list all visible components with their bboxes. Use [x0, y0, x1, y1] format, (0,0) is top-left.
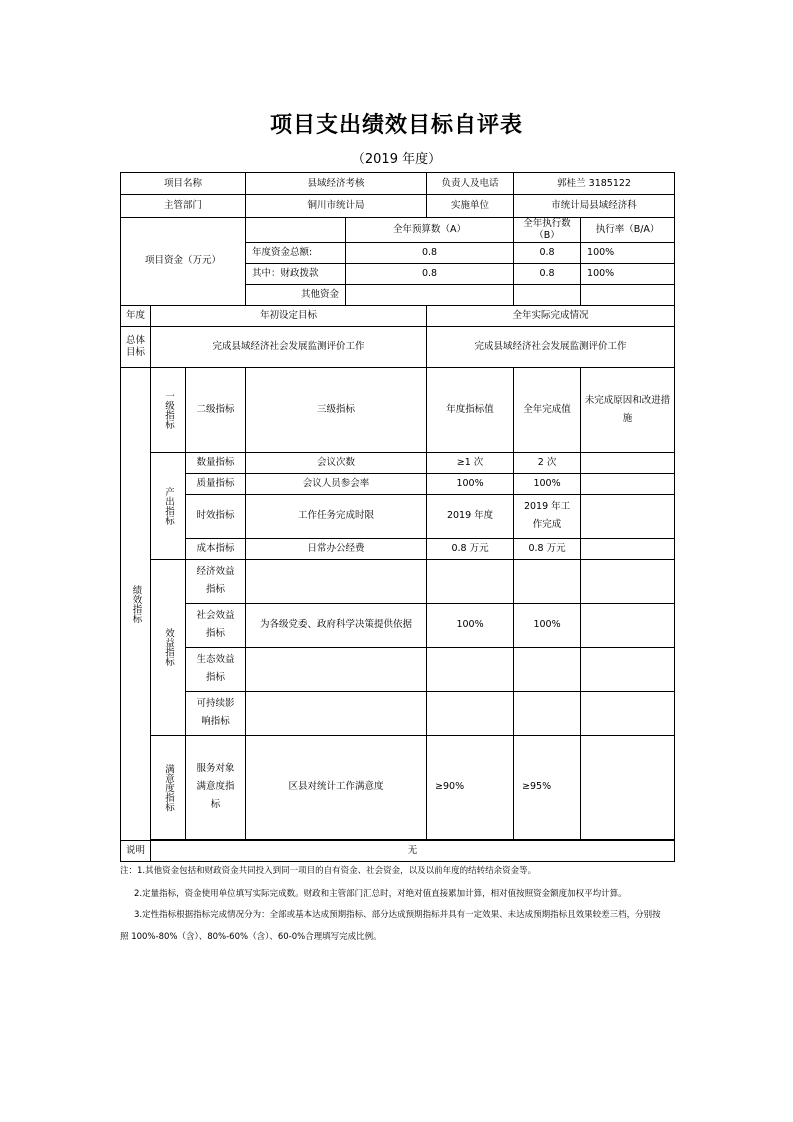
contact-value: 郭桂兰 3185122 — [514, 173, 675, 195]
dept-row — [121, 195, 675, 218]
funds-row-label: 年度资金总额: — [246, 242, 346, 263]
funds-col-budget: 全年预算数（A） — [346, 218, 514, 243]
header-level2: 二级指标 — [186, 367, 246, 452]
funds-row-label: 其他资金 — [246, 284, 346, 305]
indicator-l2: 可持续影响指标 — [186, 691, 246, 735]
remark-label: 说明 — [121, 840, 151, 861]
funds-row-budget: 0.8 — [346, 263, 514, 284]
project-name-value: 县域经济考核 — [246, 173, 427, 195]
goals-actual: 完成县域经济社会发展监测评价工作 — [427, 326, 675, 367]
project-name-row — [121, 173, 675, 195]
indicator-l2: 时效指标 — [186, 494, 246, 538]
remark-row — [121, 840, 675, 861]
indicator-row — [121, 603, 675, 647]
indicator-done: 0.8 万元 — [514, 538, 581, 559]
note-1: 注：1.其他资金包括和财政资金共同投入到同一项目的自有资金、社会资金，以及以前年度的结转结余资金等。 — [120, 866, 537, 876]
impl-label: 实施单位 — [427, 195, 514, 218]
funds-row-budget: 0.8 — [346, 242, 514, 263]
indicator-l3: 会议人员参会率 — [246, 473, 427, 494]
note-2: 2.定量指标，资金使用单位填写实际完成数。财政和主管部门汇总时，对绝对值直接累加计算，相对值按照资金额度加权平均计算。 — [134, 889, 627, 899]
funds-row-budget — [346, 284, 514, 305]
indicator-row — [121, 473, 675, 494]
funds-row-exec — [514, 284, 581, 305]
indicator-reason — [581, 559, 675, 603]
indicator-reason — [581, 538, 675, 559]
header-level3: 三级指标 — [246, 367, 427, 452]
funds-row-exec: 0.8 — [514, 242, 581, 263]
indicator-target: ≥90% — [427, 735, 514, 839]
indicator-reason — [581, 647, 675, 691]
indicator-l3: 会议次数 — [246, 452, 427, 473]
indicator-row — [121, 452, 675, 473]
indicator-target: 2019 年度 — [427, 494, 514, 538]
goals-side-label-1: 年度 — [121, 305, 151, 326]
indicator-done: 2 次 — [514, 452, 581, 473]
impl-value: 市统计局县域经济科 — [514, 195, 675, 218]
funds-row-rate: 100% — [581, 263, 675, 284]
indicator-row — [121, 559, 675, 603]
indicator-done — [514, 559, 581, 603]
header-done: 全年完成值 — [514, 367, 581, 452]
indicator-reason — [581, 691, 675, 735]
funds-row-exec: 0.8 — [514, 263, 581, 284]
indicator-l2: 经济效益指标 — [186, 559, 246, 603]
header-reason: 未完成原因和改进措施 — [581, 367, 675, 452]
self-evaluation-table — [120, 172, 675, 862]
indicator-done: 100% — [514, 603, 581, 647]
funds-label: 项目资金（万元） — [121, 218, 246, 306]
indicator-reason — [581, 452, 675, 473]
indicator-row — [121, 538, 675, 559]
satisfaction-label: 满意度指标 — [151, 735, 186, 839]
indicator-l3: 日常办公经费 — [246, 538, 427, 559]
indicator-l2: 质量指标 — [186, 473, 246, 494]
funds-header-row — [121, 218, 675, 243]
dept-label: 主管部门 — [121, 195, 246, 218]
contact-label: 负责人及电话 — [427, 173, 514, 195]
indicator-reason — [581, 735, 675, 839]
indicator-reason — [581, 494, 675, 538]
goals-planned-header: 年初设定目标 — [151, 305, 427, 326]
indicator-target — [427, 559, 514, 603]
dept-value: 铜川市统计局 — [246, 195, 427, 218]
project-name-label: 项目名称 — [121, 173, 246, 195]
indicator-l3 — [246, 559, 427, 603]
indicators-side-label: 绩效指标 — [121, 367, 151, 840]
indicator-done: 100% — [514, 473, 581, 494]
indicator-row — [121, 494, 675, 538]
indicator-l2: 数量指标 — [186, 452, 246, 473]
indicator-target — [427, 647, 514, 691]
indicator-l2: 社会效益指标 — [186, 603, 246, 647]
indicator-reason — [581, 603, 675, 647]
indicator-row — [121, 647, 675, 691]
header-level1: 一级指标 — [151, 367, 186, 452]
indicator-l3: 工作任务完成时限 — [246, 494, 427, 538]
indicator-header-row — [121, 367, 675, 452]
remark-value: 无 — [151, 840, 675, 861]
goals-planned: 完成县域经济社会发展监测评价工作 — [151, 326, 427, 367]
funds-row-label: 其中：财政拨款 — [246, 263, 346, 284]
page-subtitle: （2019 年度） — [351, 152, 442, 167]
indicator-target — [427, 691, 514, 735]
page-title: 项目支出绩效目标自评表 — [269, 113, 523, 138]
goals-content-row — [121, 326, 675, 367]
header-target: 年度指标值 — [427, 367, 514, 452]
indicator-target: 100% — [427, 603, 514, 647]
indicator-l2: 服务对象满意度指标 — [186, 735, 246, 839]
indicator-done: 2019 年工作完成 — [514, 494, 581, 538]
indicator-target: 100% — [427, 473, 514, 494]
output-label: 产出指标 — [151, 452, 186, 559]
indicator-l2: 成本指标 — [186, 538, 246, 559]
funds-header-blank — [246, 218, 346, 243]
goals-side-label: 总体 目标 — [121, 326, 151, 367]
funds-row-rate — [581, 284, 675, 305]
indicator-l3 — [246, 691, 427, 735]
funds-row-rate: 100% — [581, 242, 675, 263]
indicator-target: ≥1 次 — [427, 452, 514, 473]
indicator-l3: 为各级党委、政府科学决策提供依据 — [246, 603, 427, 647]
benefit-label: 效益指标 — [151, 559, 186, 735]
indicator-l3: 区县对统计工作满意度 — [246, 735, 427, 839]
indicator-l2: 生态效益指标 — [186, 647, 246, 691]
indicator-row — [121, 735, 675, 839]
indicator-done — [514, 691, 581, 735]
funds-col-rate: 执行率（B/A） — [581, 218, 675, 243]
indicator-l3 — [246, 647, 427, 691]
indicator-reason — [581, 473, 675, 494]
indicator-row — [121, 691, 675, 735]
goals-actual-header: 全年实际完成情况 — [427, 305, 675, 326]
note-3-cont: 照 100%-80%（含）、80%-60%（含）、60-0%合理填写完成比例。 — [120, 932, 382, 942]
goals-header-row — [121, 305, 675, 326]
indicator-done: ≥95% — [514, 735, 581, 839]
funds-col-exec: 全年执行数（B） — [514, 218, 581, 243]
indicator-target: 0.8 万元 — [427, 538, 514, 559]
indicator-done — [514, 647, 581, 691]
note-3: 3.定性指标根据指标完成情况分为：全部或基本达成预期指标、部分达成预期指标并具有一定效果、未达成预期指标且效果较差三档，分别按 — [134, 910, 661, 920]
